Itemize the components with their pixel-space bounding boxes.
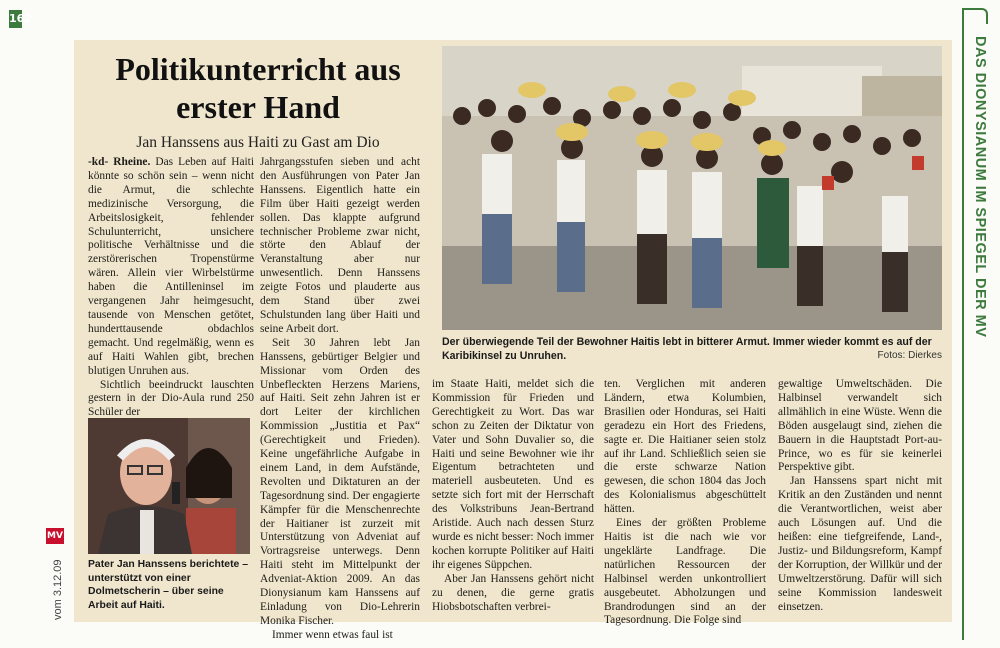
portrait-photo [88,418,250,554]
rail-corner [964,8,988,24]
article-paragraph: gewaltige Umweltschäden. Die Halbinsel verwandelt sich allmählich in eine Wüste. Wenn die Böden ausgelaugt sind, ziehen die Bauern in die Hauptstadt Port-au-Prince, wo es für sie keinerlei Perspektive gibt. [778,378,942,474]
page-number [9,10,32,28]
article-subheadline: Jan Hanssens aus Haiti zu Gast am Dio [136,134,380,151]
article-column-1 [88,156,254,420]
article-paragraph: Jan Hanssens spart nicht mit Kritik an den Zuständen und nennt die Verantwortlichen, weist aber auch Lösungen auf. Und die heißen: eine tiefgreifende, Land-, Justiz- und Bildungsreform, Kampf der Korruption, der Willkür und der Umweltzerstörung. Dafür will sich seine Kommission landesweit einsetzen. [778,475,942,613]
article-paragraph: Sichtlich beeindruckt lauschten gestern in der Dio-Aula rund 250 Schüler der [88,378,254,419]
article-paragraph: Das Leben auf Haiti könnte so schön sein – wenn nicht die Armut, die schlechte medizinische Versorgung, die Arbeitslosigkeit, fehlender Schulunterricht, unsichere politische Verhältnisse und die zerstörerischen Tropenstürme wären. Allein vier Wirbelstürme haben die Antilleninsel im vergangenen Jahr heimgesucht, tausende von Menschen getötet, hunderttausende obdachlos gemacht. Und regelmäßig, wenn es auf Haiti Wahlen gibt, brechen blutigen Unruhen aus. [88,156,254,377]
crowd-photo-caption: Der überwiegende Teil der Bewohner Haitis lebt in bitterer Armut. Immer wieder kommt es auf der Karibikinsel zu Unruhen. [442,336,932,362]
page-number-text: 162 [9,12,32,25]
article-column-2 [260,156,420,643]
source-marker [46,528,66,618]
article-paragraph: Seit 30 Jahren lebt Jan Hanssens, gebürtiger Belgier und Missionar vom Orden des Unbefleckten Herzens Mariens, auf Haiti. Seit zehn Jahren ist er dort Leiter der kirchlichen Kommission „Justitia et Pax“ (Gerechtigkeit und Frieden). Keine ungefährliche Aufgabe in einem Land, in dem Aufstände, Revolten und Diktaturen an der Tagesordnung sind. Der engagierte Kämpfer für die Menschenrechte der Haitianer ist zurzeit mit Unterstützung von Adveniat auf Vortragsreise unterwegs. Denn Haiti steht im Mittelpunkt der Adveniat-Aktion 2009. An das Dionysianum kam Hanssens auf Einladung von Dio-Lehrerin Monika Fischer. [260,336,420,627]
crowd-photo [442,46,942,330]
article-paragraph: Immer wenn etwas faul ist [272,628,393,641]
article-column-4 [604,378,766,628]
article-paragraph: ten. Verglichen mit anderen Ländern, etwa Kolumbien, Brasilien oder Honduras, sei Haiti geradezu ein Hort des Friedens, sagte er. Die Haitianer seien stolz auf ihr Land. Schließlich seien sie die erste schwarze Nation gewesen, die schon 1804 das Joch des Kolonialismus abgeschüttelt hätten. [604,378,766,516]
article-headline: Politikunterricht aus erster Hand [115,51,401,125]
photo-credit: Fotos: Dierkes [877,350,942,361]
mv-logo: MV [46,528,64,544]
article-column-3 [432,378,594,614]
article-dateline: -kd- Rheine. [88,156,151,168]
source-date: vom 3.12.09 [52,559,64,620]
crowd-photo-illustration [442,46,942,330]
article-column-5 [778,378,942,614]
newspaper-clipping [74,40,952,641]
portrait-photo-caption: Pater Jan Hanssens berichtete – unterstützt von einer Dolmetscherin – über seine Arbeit auf Haiti. [88,559,248,611]
article-paragraph: Jahrgangsstufen sieben und acht den Ausführungen von Pater Jan Hanssens. Eigentlich hatte ein Film über Haiti gezeigt werden sollen. Das klappte aufgrund technischer Probleme zwar nicht, störte den Ablauf der Veranstaltung aber nur unwesentlich. Denn Hanssens zeigte Fotos und plauderte aus dem Stand über zwei Schulstunden lang über Haiti und seine Arbeit dort. [260,156,420,335]
section-title: DAS DIONYSIANUM IM SPIEGEL DER MV [972,36,988,338]
article-paragraph: Eines der größten Probleme Haitis ist die nach wie vor ungeklärte Landfrage. Die natürlichen Ressourcen der Halbinsel werden unkontrolliert ausgebeutet. Abholzungen und Brandrodungen sind an der Tagesordnung. Die Folge sind [604,517,766,627]
article-paragraph: im Staate Haiti, meldet sich die Kommission für Frieden und Gerechtigkeit zu Wort. Das war schon zu Zeiten der Diktatur von Vater und Sohn Duvalier so, die Haiti und seine Bewohner wie ihr Eigentum betrachteten und materiell ausbeuteten. Und es setzte sich fort mit der Herrschaft des Volkstribuns Jean-Bertrand Aristide. Auch nach dessen Sturz wurde es nicht besser: Noch immer kochen korrupte Politiker auf Haiti ihr eigenes Süppchen. [432,378,594,571]
article-paragraph: Aber Jan Hanssens gehört nicht zu denen, die gerne gratis Hiobsbotschaften verbrei- [432,572,594,613]
section-rail [962,8,994,640]
portrait-photo-illustration [88,418,250,554]
